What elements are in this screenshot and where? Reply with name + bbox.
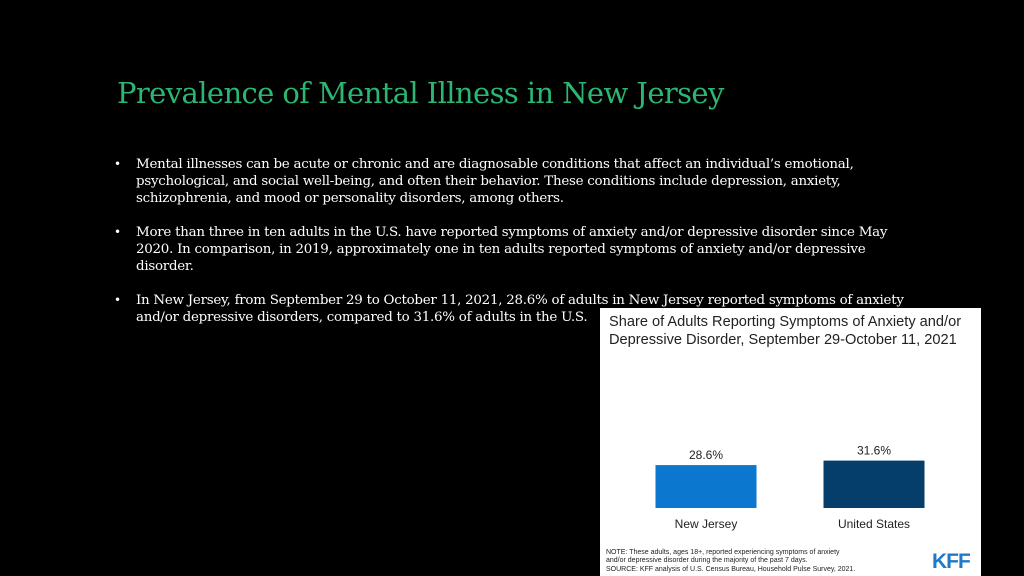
bullet-dot: • bbox=[114, 225, 121, 239]
bullet-dot: • bbox=[114, 293, 121, 307]
data-label: 28.6% bbox=[688, 448, 724, 463]
chart-note bbox=[606, 549, 906, 574]
bullet-text: More than three in ten adults in the U.S. have reported symptoms of anxiety and/or depressive disorder since May 2020. In comparison, in 2019, approximately one in ten adults reported symptoms of anxiety and/or depressive disorder. bbox=[136, 225, 888, 274]
data-label: 31.6% bbox=[856, 443, 892, 458]
bullet-dot: • bbox=[114, 157, 121, 171]
bullet-text: Mental illnesses can be acute or chronic and are diagnosable conditions that affect an individual’s emotional, psychological, and social well-being, and often their behavior. These conditions include depression, anxiety, schizophrenia, and mood or personality disorders, among others. bbox=[136, 157, 854, 206]
source-line: SOURCE: KFF analysis of U.S. Census Bureau, Household Pulse Survey, 2021. bbox=[606, 565, 856, 573]
note-line: NOTE: These adults, ages 18+, reported experiencing symptoms of anxiety bbox=[606, 549, 840, 556]
chart-title: Share of Adults Reporting Symptoms of Anxiety and/or Depressive Disorder, September 29-October 11, 2021 bbox=[609, 314, 962, 348]
chart-card bbox=[600, 308, 981, 576]
bullet-text: In New Jersey, from September 29 to October 11, 2021, 28.6% of adults in New Jersey reported symptoms of anxiety and/or depressive disorders, compared to 31.6% of adults in the U.S. bbox=[136, 293, 904, 325]
category-label: New Jersey bbox=[674, 517, 738, 531]
bullet-item bbox=[114, 156, 904, 207]
note-line: and/or depressive disorder during the majority of the past 7 days. bbox=[606, 557, 808, 565]
bar-new-jersey bbox=[656, 465, 757, 508]
bullet-item bbox=[114, 224, 904, 275]
category-label: United States bbox=[837, 517, 911, 531]
slide-title: Prevalence of Mental Illness in New Jersey bbox=[117, 76, 724, 110]
bar-chart bbox=[600, 308, 981, 576]
kff-logo: KFF bbox=[932, 550, 970, 573]
bar-united-states bbox=[824, 461, 925, 508]
